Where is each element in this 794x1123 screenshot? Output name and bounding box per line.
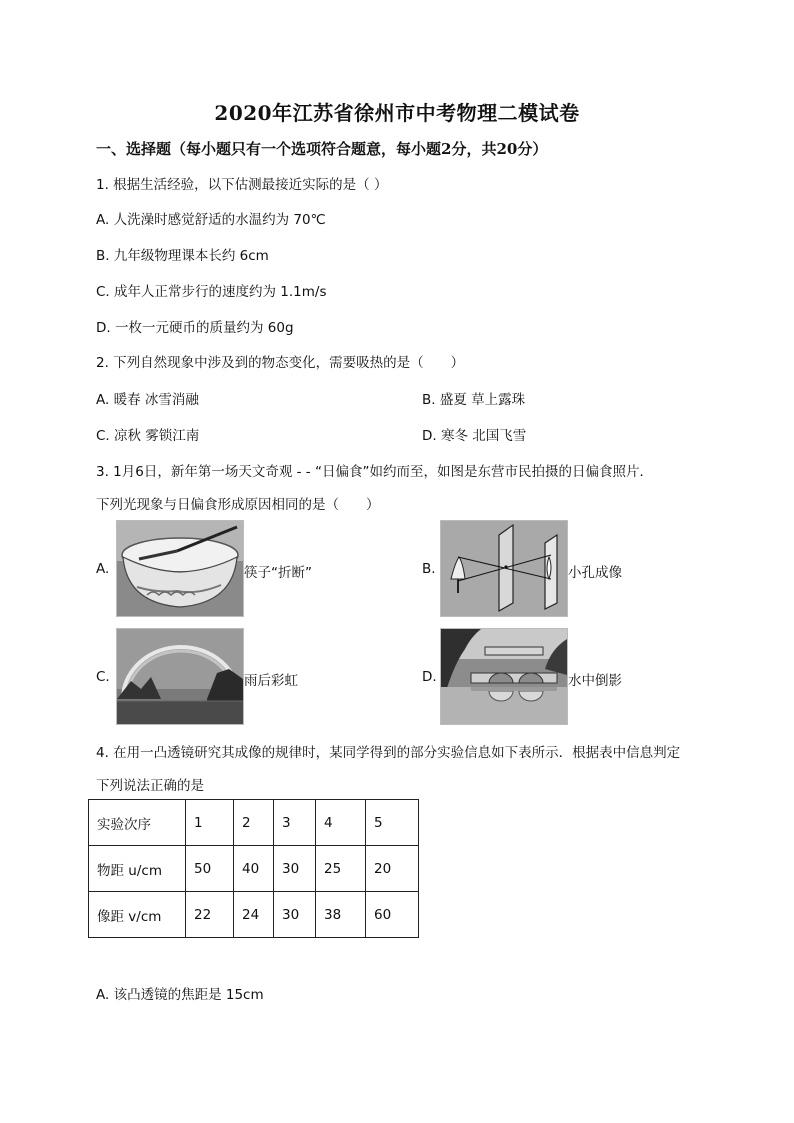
q1-option-c: C. 成年人正常步行的速度约为 1.1m/s — [96, 284, 327, 300]
table-cell: 50 — [186, 846, 234, 892]
q3-option-b-letter: B. — [422, 561, 436, 577]
q1-option-d: D. 一枚一元硬币的质量约为 60g — [96, 320, 294, 336]
q3-option-c-letter: C. — [96, 669, 110, 685]
table-cell: 物距 u/cm — [89, 846, 186, 892]
q4-stem-line1: 4. 在用一凸透镜研究其成像的规律时，某同学得到的部分实验信息如下表所示．根据表中信息判定 — [96, 745, 681, 761]
q3-stem-line2: 下列光现象与日偏食形成原因相同的是（ ） — [96, 497, 380, 513]
pinhole-diagram — [440, 520, 568, 617]
q4-option-a: A. 该凸透镜的焦距是 15cm — [96, 987, 264, 1003]
q2-option-b: B. 盛夏 草上露珠 — [422, 392, 526, 408]
q3-stem-line1: 3. 1月6日，新年第一场天文奇观 - - “日偏食”如约而至，如图是东营市民拍摄的日偏食照片． — [96, 464, 653, 480]
table-row — [89, 800, 419, 846]
table-cell: 60 — [366, 892, 419, 938]
bridge-reflection-photo — [440, 628, 568, 725]
q2-option-a: A. 暖春 冰雪消融 — [96, 392, 199, 408]
section-heading: 一、选择题（每小题只有一个选项符合题意，每小题2分，共20分） — [96, 140, 548, 158]
table-cell: 30 — [274, 892, 316, 938]
q2-option-c: C. 凉秋 雾锁江南 — [96, 428, 200, 444]
table-row — [89, 846, 419, 892]
bowl-chopstick-photo — [116, 520, 244, 617]
q2-stem: 2. 下列自然现象中涉及到的物态变化，需要吸热的是（ ） — [96, 355, 465, 371]
q3-option-a-text: 筷子“折断” — [244, 565, 312, 581]
q1-option-a: A. 人洗澡时感觉舒适的水温约为 70℃ — [96, 212, 326, 228]
table-cell: 20 — [366, 846, 419, 892]
q3-option-c-text: 雨后彩虹 — [244, 673, 298, 689]
q1-option-b: B. 九年级物理课本长约 6cm — [96, 248, 269, 264]
q1-stem: 1. 根据生活经验，以下估测最接近实际的是（ ） — [96, 177, 388, 193]
lens-data-table — [88, 799, 419, 938]
q2-option-d: D. 寒冬 北国飞雪 — [422, 428, 527, 444]
q3-option-b-text: 小孔成像 — [568, 565, 622, 581]
rainbow-photo — [116, 628, 244, 725]
table-cell: 40 — [234, 846, 274, 892]
table-row — [89, 892, 419, 938]
table-cell: 实验次序 — [89, 800, 186, 846]
exam-title: 2020年江苏省徐州市中考物理二模试卷 — [214, 101, 580, 125]
q3-option-d-text: 水中倒影 — [568, 673, 622, 689]
table-cell: 38 — [316, 892, 366, 938]
lens-data-table-body — [89, 800, 419, 938]
table-cell: 25 — [316, 846, 366, 892]
q4-stem-line2: 下列说法正确的是 — [96, 778, 204, 794]
table-cell: 像距 v/cm — [89, 892, 186, 938]
table-cell: 5 — [366, 800, 419, 846]
q3-option-a-letter: A. — [96, 561, 110, 577]
table-cell: 4 — [316, 800, 366, 846]
table-cell: 22 — [186, 892, 234, 938]
table-cell: 24 — [234, 892, 274, 938]
table-cell: 1 — [186, 800, 234, 846]
table-cell: 30 — [274, 846, 316, 892]
table-cell: 3 — [274, 800, 316, 846]
q3-option-d-letter: D. — [422, 669, 437, 685]
table-cell: 2 — [234, 800, 274, 846]
